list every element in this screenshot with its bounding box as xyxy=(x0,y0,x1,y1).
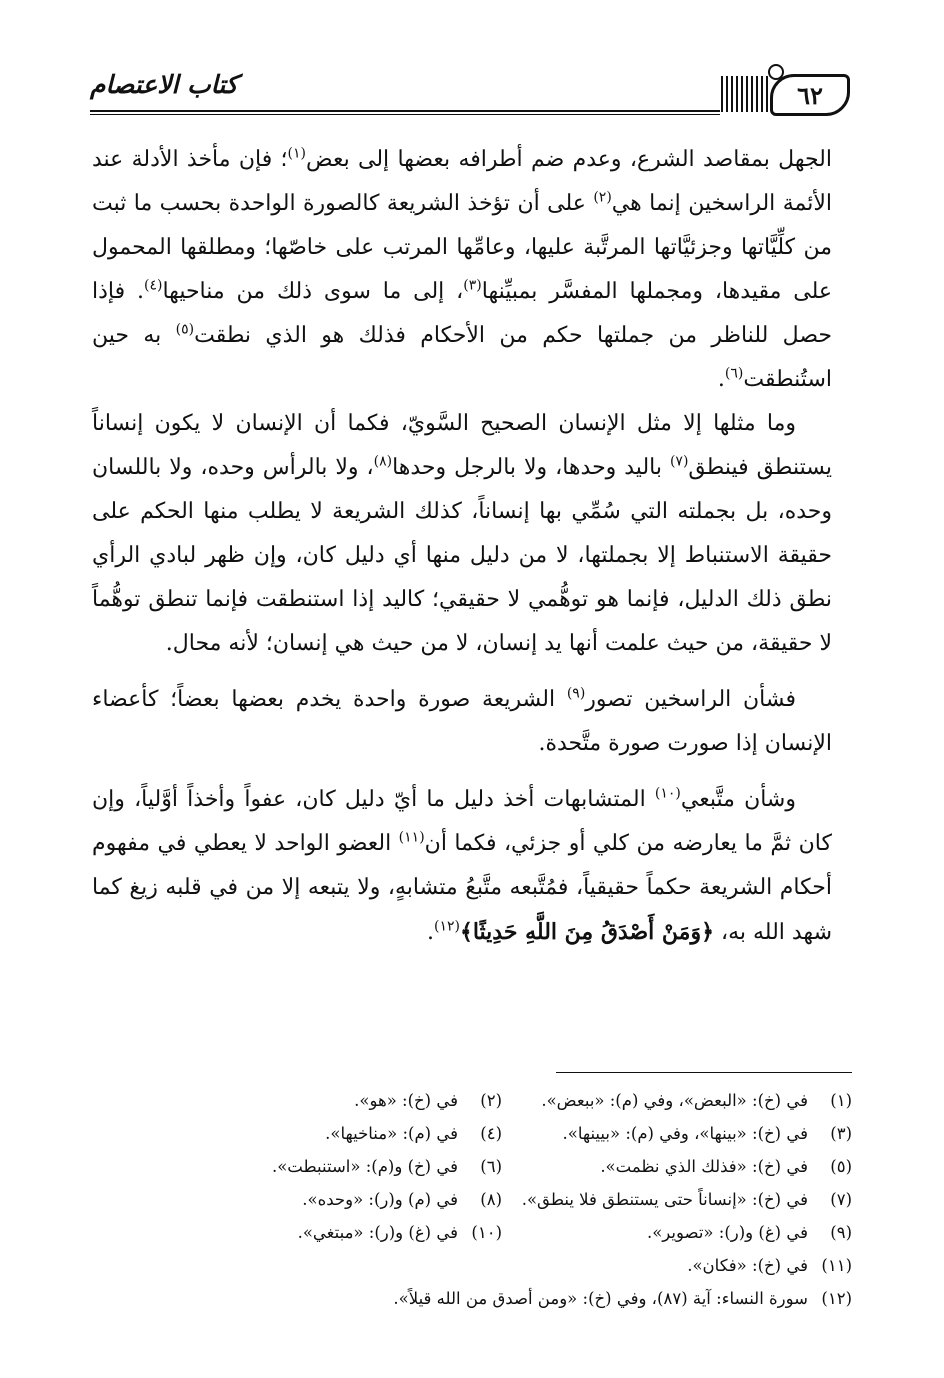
paragraph-1 xyxy=(92,138,832,402)
text-span: . xyxy=(426,920,434,945)
text-span: الشريعة صورة واحدة يخدم بعضها بعضاً؛ كأعضاء الإنسان إذا صورت صورة متَّحدة. xyxy=(92,687,832,756)
footnote-item xyxy=(152,1150,502,1183)
footnote-number: (١٢) xyxy=(821,1289,852,1308)
page-header xyxy=(90,58,850,118)
footnote-ref[interactable]: (٤) xyxy=(144,277,163,294)
footnote-ref[interactable]: (٣) xyxy=(463,277,482,294)
footnote-ref[interactable]: (١١) xyxy=(398,829,425,846)
footnote-number: (٣) xyxy=(830,1124,852,1143)
footnote-item xyxy=(152,1183,502,1216)
footnote-number: (٥) xyxy=(830,1157,852,1176)
text-span: . فإذا حصل للناظر من جملتها حكم من الأحكام فذلك هو الذي نطقت xyxy=(92,279,833,348)
header-rule xyxy=(90,110,720,112)
text-span: المتشابهات أخذ دليل ما أيّ دليل كان، عفواً وأخذاً أوَّلياً، وإن كان ثمَّ ما يعارضه من كلي أو جزئي، فكما أن xyxy=(92,787,832,856)
footnote-text: في (خ): «البعض»، وفي (م): «ببعض». xyxy=(541,1091,808,1110)
footnote-number: (١١) xyxy=(821,1256,852,1275)
running-title: كتاب الاعتصام xyxy=(90,70,238,99)
footnote-ref[interactable]: (١٠) xyxy=(654,785,681,802)
footnote-number: (٢) xyxy=(480,1091,502,1110)
footnote-row xyxy=(112,1117,852,1150)
footnote-row xyxy=(112,1249,852,1282)
paragraph-3 xyxy=(92,678,832,766)
text-span: ؛ فإن مأخذ الأدلة عند الأئمة الراسخين إنما هي xyxy=(92,147,832,216)
footnote-ref[interactable]: (١٢) xyxy=(433,918,460,935)
text-span: وما مثلها إلا مثل الإنسان الصحيح السَّويّ، فكما أن الإنسان لا يكون إنساناً يستنطق فينطق xyxy=(92,411,832,480)
footnote-number: (٨) xyxy=(480,1190,502,1209)
footnote-row xyxy=(112,1084,852,1117)
text-span: فشأن الراسخين تصور xyxy=(585,687,797,712)
footnote-text: في (م): «مناخيها». xyxy=(325,1124,458,1143)
text-span: وشأن متَّبعي xyxy=(680,787,796,812)
text-span: العضو الواحد لا يعطي في مفهوم أحكام الشريعة حكماً حقيقياً، فمُتَّبعه متَّبعُ متشابهٍ، ولا يتبعه إلا من في قلبه زيغ كما شهد الله به، xyxy=(92,831,832,945)
footnote-text: في (غ) و(ر): «تصوير». xyxy=(646,1223,808,1242)
header-rule-thin xyxy=(90,114,720,115)
header-stripes-ornament xyxy=(720,76,768,112)
footnotes xyxy=(112,1084,852,1315)
footnote-ref[interactable]: (٨) xyxy=(373,453,393,470)
footnote-text: في (خ): «إنساناً حتى يستنطق فلا ينطق». xyxy=(521,1190,808,1209)
footnote-row xyxy=(112,1183,852,1216)
footnote-ref[interactable]: (٦) xyxy=(724,365,744,382)
quran-verse: ﴿وَمَنْ أَصْدَقُ مِنَ اللَّهِ حَدِيثًا﴾ xyxy=(459,919,714,945)
text-span: على أن تؤخذ الشريعة كالصورة الواحدة بحسب ما ثبت من كلِّيَّاتها وجزئيَّاتها المرتَّبة عليها، وعامِّها المرتب على خاصّها؛ ومطلقها المحمول على مقيدها، ومجملها المفسَّر بمبيِّنها xyxy=(92,191,832,304)
paragraph-4 xyxy=(92,778,832,955)
footnote-separator xyxy=(556,1072,852,1073)
footnote-ref[interactable]: (٧) xyxy=(669,453,689,470)
page-number: ٦٢ xyxy=(770,74,850,116)
footnote-row xyxy=(112,1282,852,1315)
footnote-item xyxy=(152,1084,502,1117)
text-span: ، إلى ما سوى ذلك من مناحيها xyxy=(162,279,464,304)
footnote-text: في (خ): «فذلك الذي نظمت». xyxy=(600,1157,808,1176)
footnote-number: (٩) xyxy=(830,1223,852,1242)
footnote-text: في (غ) و(ر): «مبتغي». xyxy=(297,1223,458,1242)
footnote-item xyxy=(112,1282,852,1315)
footnote-row xyxy=(112,1216,852,1249)
footnote-item xyxy=(152,1117,502,1150)
footnote-item xyxy=(152,1216,502,1249)
footnote-item xyxy=(502,1117,852,1150)
text-span: ، ولا بالرأس وحده، ولا باللسان وحده، بل بجملته التي سُمِّي بها إنساناً، كذلك الشريعة لا يطلب منها الحكم على حقيقة الاستنباط إلا بجملتها، لا من دليل منها أي دليل كان، وإن ظهر لبادي الرأي نطق ذلك الدليل، فإنما هو توهُّمي لا حقيقي؛ كاليد إذا استنطقت فإنما تنطق توهُّماً لا حقيقة، من حيث علمت أنها يد إنسان، لا من حيث هي إنسان؛ لأنه محال. xyxy=(92,455,832,656)
footnote-text: في (خ): «هو». xyxy=(354,1091,458,1110)
text-span: باليد وحدها، ولا بالرجل وحدها xyxy=(392,455,670,480)
footnote-number: (٤) xyxy=(480,1124,502,1143)
footnote-ref[interactable]: (٢) xyxy=(593,189,612,206)
footnote-text: في (خ): «بينها»، وفي (م): «بيينها». xyxy=(562,1124,808,1143)
text-span: الجهل بمقاصد الشرع، وعدم ضم أطرافه بعضها إلى بعض xyxy=(306,147,832,172)
footnote-row xyxy=(112,1150,852,1183)
footnote-ref[interactable]: (٩) xyxy=(566,685,586,702)
body-text xyxy=(92,138,832,955)
footnote-number: (٧) xyxy=(830,1190,852,1209)
footnote-text: في (خ): «فكان». xyxy=(687,1256,808,1275)
text-span: . xyxy=(717,367,725,392)
footnote-item xyxy=(502,1183,852,1216)
footnote-text: في (خ) و(م): «استنبطت». xyxy=(271,1157,458,1176)
footnote-number: (٦) xyxy=(480,1157,502,1176)
text-span: به حين استُنطقت xyxy=(92,323,832,392)
paragraph-2 xyxy=(92,402,832,666)
footnote-item xyxy=(502,1216,852,1249)
footnote-number: (١) xyxy=(830,1091,852,1110)
footnote-ref[interactable]: (١) xyxy=(287,145,307,162)
footnote-item xyxy=(502,1084,852,1117)
footnote-item xyxy=(112,1249,852,1282)
footnote-number: (١٠) xyxy=(471,1223,502,1242)
footnote-ref[interactable]: (٥) xyxy=(175,321,195,338)
footnote-text: في (م) و(ر): «وحده». xyxy=(302,1190,458,1209)
footnote-text: سورة النساء: آية (٨٧)، وفي (خ): «ومن أصدق من الله قيلاً». xyxy=(393,1289,808,1308)
footnote-item xyxy=(502,1150,852,1183)
